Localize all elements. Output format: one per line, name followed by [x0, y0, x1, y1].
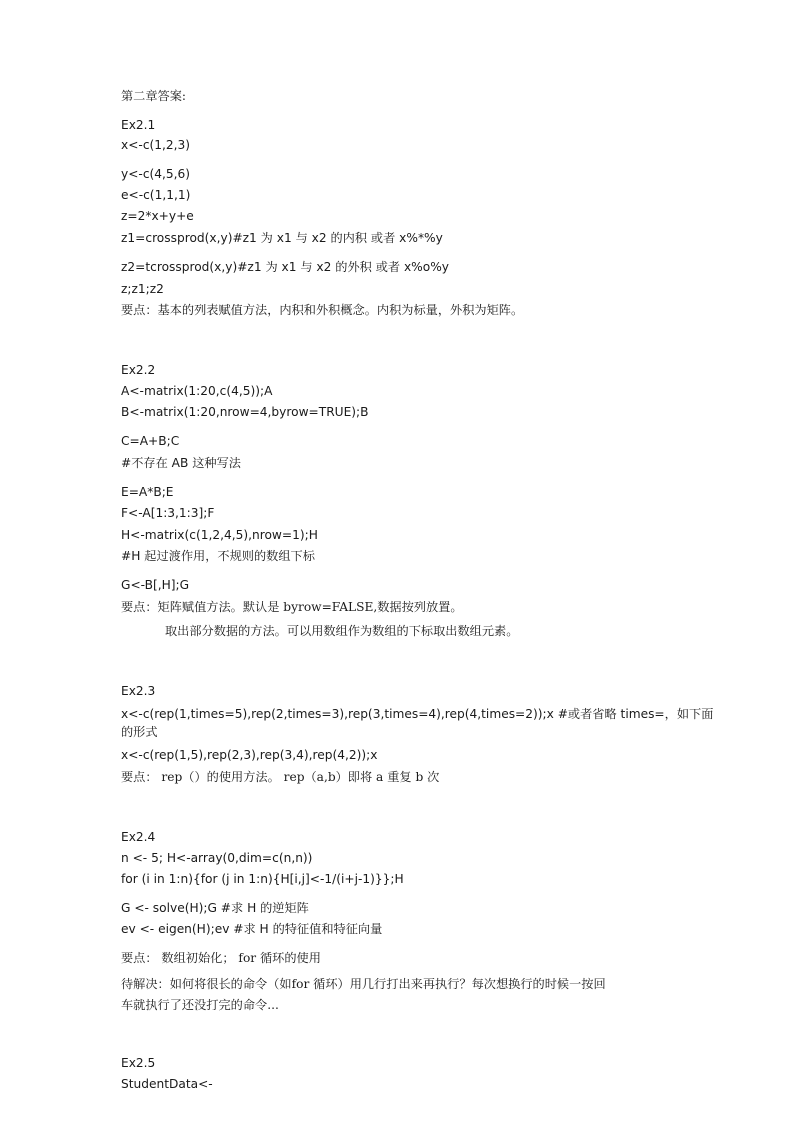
ex2-5-title: Ex2.5 — [121, 1056, 156, 1070]
code-line: C=A+B;C — [121, 434, 180, 448]
code-line: E=A*B;E — [121, 485, 174, 499]
code-line: x<-c(rep(1,times=5),rep(2,times=3),rep(3,times=4),rep(4,times=2));x #或者省略 times=，如下面 — [121, 707, 714, 721]
code-line: H<-matrix(c(1,2,4,5),nrow=1);H — [121, 528, 318, 542]
ex2-1-title: Ex2.1 — [121, 118, 156, 132]
code-line: z;z1;z2 — [121, 282, 164, 296]
key-points: 要点： rep（）的使用方法。 rep（a,b）即将 a 重复 b 次 — [121, 770, 440, 784]
ex2-2-title: Ex2.2 — [121, 363, 156, 377]
code-comment: #不存在 AB 这种写法 — [121, 456, 241, 470]
code-line: ev <- eigen(H);ev #求 H 的特征值和特征向量 — [121, 922, 383, 936]
code-line: G<-B[,H];G — [121, 578, 190, 592]
chapter-heading: 第二章答案: — [121, 89, 187, 103]
open-question: 待解决：如何将很长的命令（如for 循环）用几行打出来再执行？每次想换行的时候一按回 — [121, 977, 606, 991]
code-comment: #H 起过渡作用，不规则的数组下标 — [121, 549, 315, 563]
code-line: z1=crossprod(x,y)#z1 为 x1 与 x2 的内积 或者 x%*%y — [121, 231, 443, 245]
key-points-continued: 取出部分数据的方法。可以用数组作为数组的下标取出数组元素。 — [165, 624, 519, 638]
code-line: y<-c(4,5,6) — [121, 167, 191, 181]
open-question-continued: 车就执行了还没打完的命令... — [121, 998, 279, 1012]
code-line: StudentData<- — [121, 1077, 213, 1091]
code-line-wrap: 的形式 — [121, 725, 158, 739]
code-line: x<-c(1,2,3) — [121, 138, 191, 152]
code-line: B<-matrix(1:20,nrow=4,byrow=TRUE);B — [121, 405, 369, 419]
key-points: 要点：基本的列表赋值方法，内积和外积概念。内积为标量，外积为矩阵。 — [121, 303, 524, 317]
ex2-3-title: Ex2.3 — [121, 684, 156, 698]
key-points: 要点： 数组初始化； for 循环的使用 — [121, 951, 321, 965]
key-points: 要点：矩阵赋值方法。默认是 byrow=FALSE,数据按列放置。 — [121, 600, 463, 614]
ex2-4-title: Ex2.4 — [121, 830, 156, 844]
code-line: F<-A[1:3,1:3];F — [121, 506, 215, 520]
code-line: e<-c(1,1,1) — [121, 188, 191, 202]
code-line: z=2*x+y+e — [121, 209, 194, 223]
code-line: A<-matrix(1:20,c(4,5));A — [121, 384, 273, 398]
code-line: for (i in 1:n){for (j in 1:n){H[i,j]<-1/(i+j-1)}};H — [121, 872, 404, 886]
code-line: z2=tcrossprod(x,y)#z1 为 x1 与 x2 的外积 或者 x%o%y — [121, 260, 449, 274]
code-line: n <- 5; H<-array(0,dim=c(n,n)) — [121, 851, 313, 865]
code-line: G <- solve(H);G #求 H 的逆矩阵 — [121, 901, 309, 915]
code-line: x<-c(rep(1,5),rep(2,3),rep(3,4),rep(4,2));x — [121, 748, 378, 762]
